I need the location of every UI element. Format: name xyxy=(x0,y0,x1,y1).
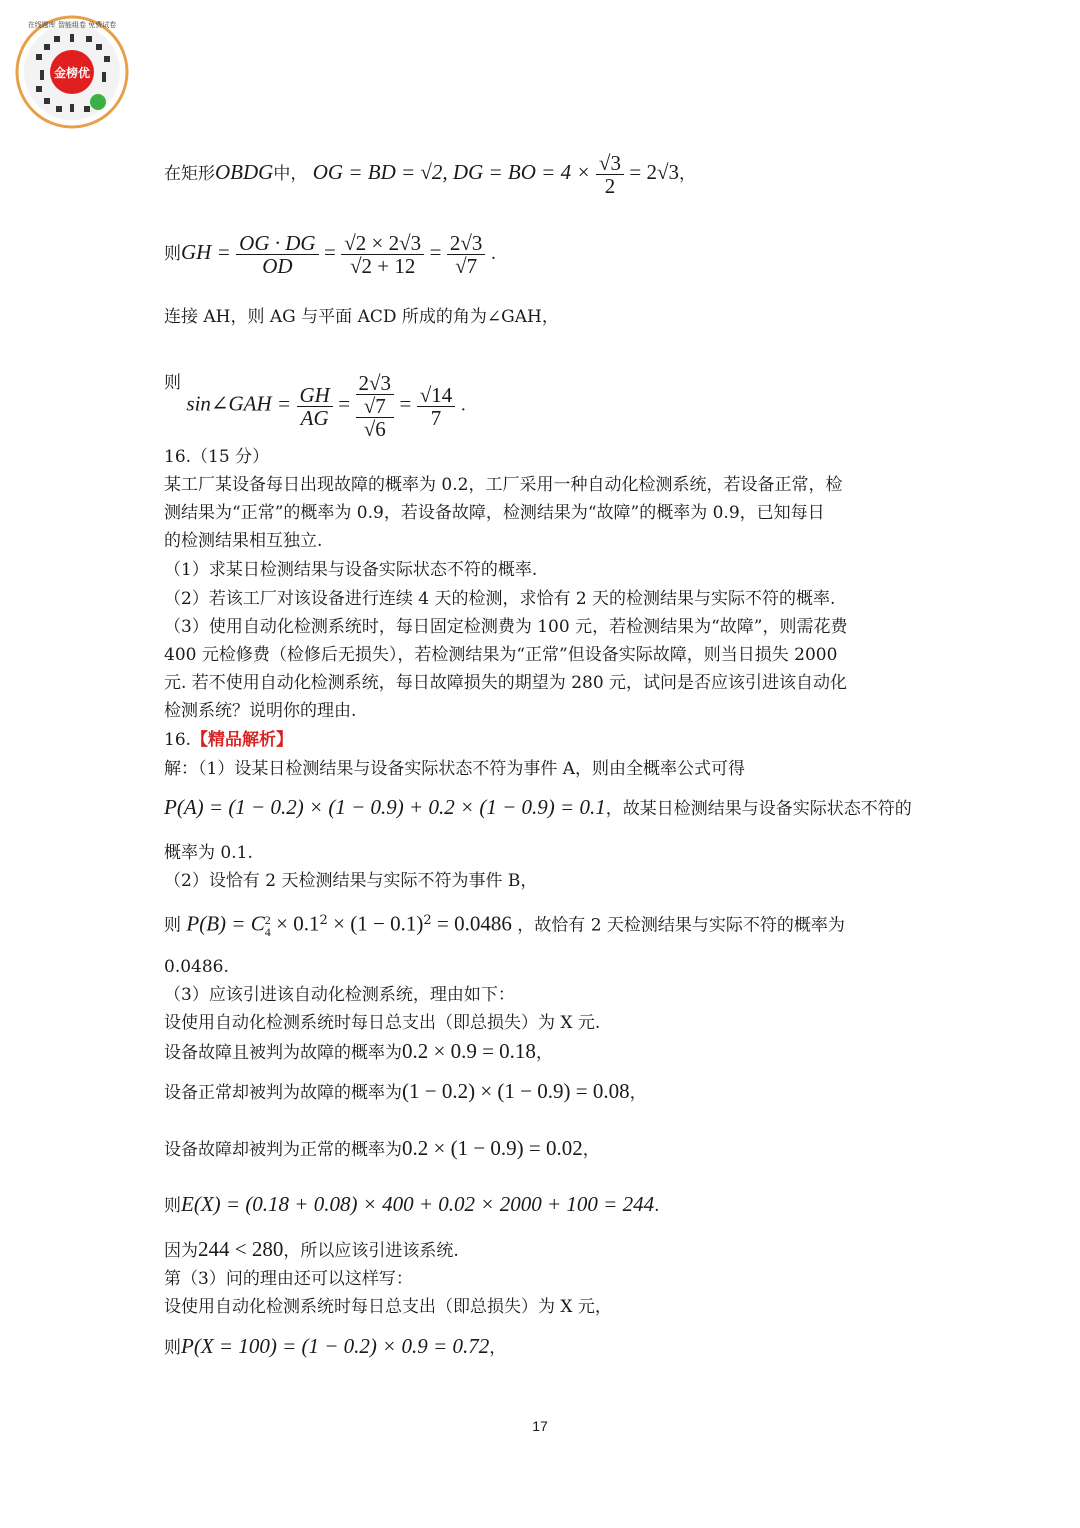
fraction: $\frac{OG \cdot DG}{OD}$ xyxy=(236,232,318,277)
fraction: 2√3 √7 √6 xyxy=(356,372,395,440)
question-text: 测结果为“正常”的概率为 0.9，若设备故障，检测结果为“故障”的概率为 0.9，已知每日 xyxy=(164,503,825,523)
subquestion: 400 元检修费（检修后无损失），若检测结果为“正常”但设备实际故障，则当日损失 2000 xyxy=(164,645,838,665)
solution-line: P(A) = (1 − 0.2) × (1 − 0.9) + 0.2 × (1 − 0.9) = 0.1，故某日检测结果与设备实际状态不符的 xyxy=(164,795,912,819)
solution-line: 概率为 0.1. xyxy=(164,843,253,863)
line-gh: 则GH = $\frac{OG \cdot DG}{OD}$ = $\frac{√2 \times 2√3}{√2 + 12}$ = $\frac{2√3}{√7}$ . xyxy=(164,231,497,278)
subquestion: （3）使用自动化检测系统时，每日固定检测费为 100 元，若检测结果为“故障”，则需花费 xyxy=(164,617,848,637)
solution-heading: 16.【精品解析】 xyxy=(164,730,294,750)
subquestion: （2）若该工厂对该设备进行连续 4 天的检测，求恰有 2 天的检测结果与实际不符的概率. xyxy=(164,589,836,609)
subquestion: 元. 若不使用自动化检测系统，每日故障损失的期望为 280 元，试问是否应该引进该自动化 xyxy=(164,673,848,693)
solution-line: 则 P(B) = C 2 4 × $0.1^2 \times (1 - 0.1)^2 = 0.0486$ ，故恰有 2 天检测结果与实际不符的概率为 xyxy=(164,911,845,940)
solution-line: 设使用自动化检测系统时每日总支出（即总损失）为 X 元， xyxy=(164,1297,612,1317)
solution-line: 设备故障却被判为正常的概率为0.2 × (1 − 0.9) = 0.02， xyxy=(164,1136,600,1160)
solution-line: （3）应该引进该自动化检测系统，理由如下： xyxy=(164,985,515,1005)
question-text: 某工厂某设备每日出现故障的概率为 0.2，工厂采用一种自动化检测系统，若设备正常，检 xyxy=(164,475,843,495)
solution-line: 设使用自动化检测系统时每日总支出（即总损失）为 X 元. xyxy=(164,1013,601,1033)
line-rectangle: 在矩形OBDG中， OG = BD = √2, DG = BO = 4 × $\frac{√3}{2}$ = 2√3， xyxy=(164,151,696,198)
subquestion: 检测系统？说明你的理由. xyxy=(164,701,357,721)
subquestion: （1）求某日检测结果与设备实际状态不符的概率. xyxy=(164,560,538,580)
fraction: $\frac{2√3}{√7}$ xyxy=(447,232,486,277)
page-number: 17 xyxy=(532,1418,548,1434)
fraction: $\frac{√14}{7}$ xyxy=(417,384,456,429)
line-sin: 则 sin∠GAH = $\frac{GH}{AG}$ = 2√3 √7 √6 = $\frac{√14}{7}$ . xyxy=(164,371,467,441)
solution-line: 因为244 < 280，所以应该引进该系统. xyxy=(164,1237,459,1261)
fraction: $\frac{√2 \times 2√3}{√2 + 12}$ xyxy=(341,232,424,277)
solution-line: 第（3）问的理由还可以这样写： xyxy=(164,1269,413,1289)
solution-line: 解：（1）设某日检测结果与设备实际状态不符为事件 A，则由全概率公式可得 xyxy=(164,759,745,779)
solution-line: 则E(X) = (0.18 + 0.08) × 400 + 0.02 × 2000 + 100 = 244. xyxy=(164,1192,660,1216)
fraction: $\frac{GH}{AG}$ xyxy=(297,384,333,429)
logo-qr-badge xyxy=(14,14,130,130)
solution-line: 设备正常却被判为故障的概率为(1 − 0.2) × (1 − 0.9) = 0.08， xyxy=(164,1079,647,1103)
logo-top-text: 在线题库 智能组卷 免费试卷 xyxy=(27,21,117,29)
question-heading: 16.（15 分） xyxy=(164,447,270,467)
line-connect: 连接 AH，则 AG 与平面 ACD 所成的角为∠GAH， xyxy=(164,307,559,327)
solution-line: 0.0486. xyxy=(164,957,229,977)
question-text: 的检测结果相互独立. xyxy=(164,531,323,551)
solution-line: （2）设恰有 2 天检测结果与实际不符为事件 B， xyxy=(164,871,538,891)
solution-line: 设备故障且被判为故障的概率为0.2 × 0.9 = 0.18， xyxy=(164,1039,553,1063)
solution-line: 则P(X = 100) = (1 − 0.2) × 0.9 = 0.72， xyxy=(164,1334,507,1358)
logo-center-text: 金榜优 xyxy=(53,66,91,80)
fraction: $\frac{√3}{2}$ xyxy=(596,152,624,197)
